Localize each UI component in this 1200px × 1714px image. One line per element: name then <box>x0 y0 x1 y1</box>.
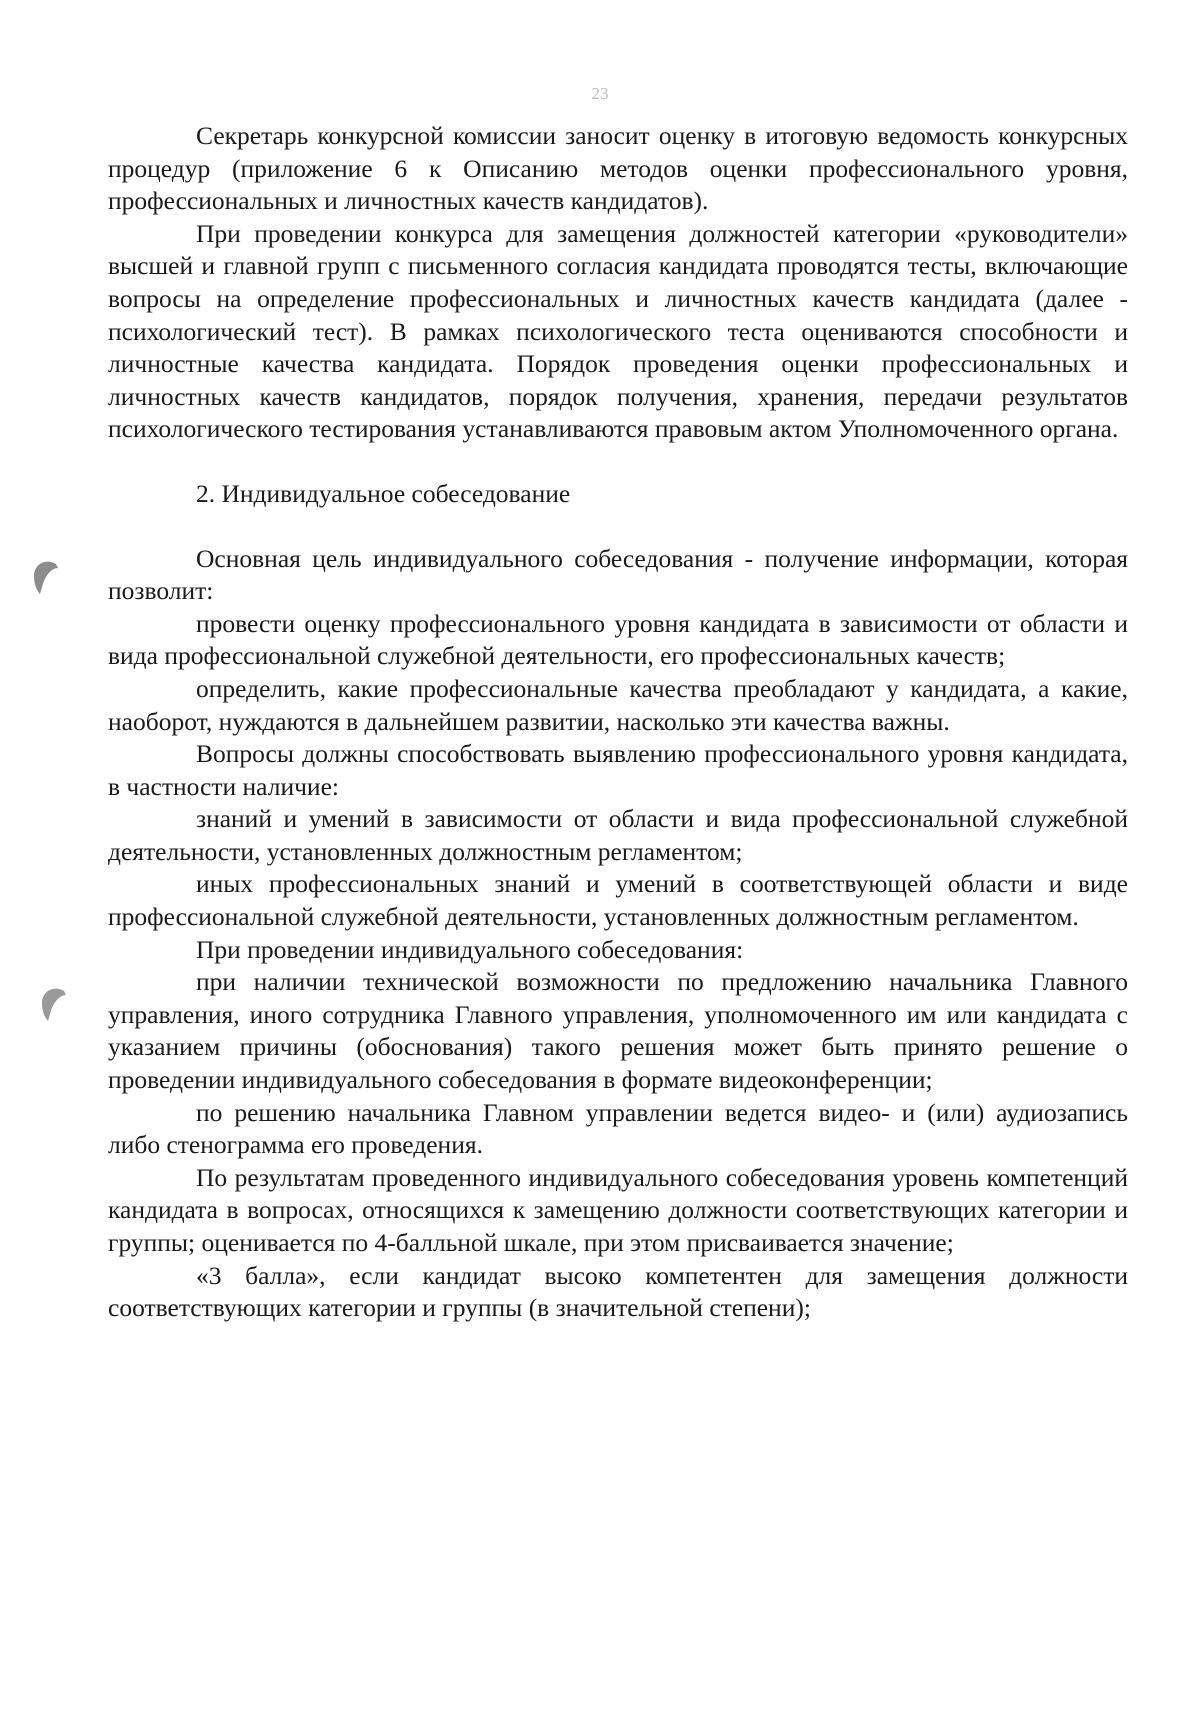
list-item-knowledge: знаний и умений в зависимости от области и вида профессиональной служебной деятельности, установленных должностным регламентом; <box>108 804 1128 866</box>
list-item-recording: по решению начальника Главном управлении ведется видео- и (или) аудиозапись либо стенограмма его проведения. <box>108 1097 1128 1160</box>
paragraph-questions: Вопросы должны способствовать выявлению профессионального уровня кандидата, в частности наличие: <box>108 739 1128 801</box>
list-item-other-knowledge: иных профессиональных знаний и умений в соответствующей области и виде профессиональной служебной деятельности, установленных должностным регламентом. <box>108 869 1128 932</box>
page-number: 23 <box>591 84 609 103</box>
punch-hole-mark-top <box>30 558 60 596</box>
paragraph-conducting: При проведении индивидуального собеседования: <box>196 934 744 964</box>
section-heading: 2. Индивидуальное собеседование <box>196 478 571 508</box>
punch-hole-mark-bottom <box>38 985 68 1023</box>
list-item-assess-level: провести оценку профессионального уровня кандидата в зависимости от области и вида профессиональной служебной деятельности, его профессиональных качеств; <box>108 608 1128 671</box>
list-item-three-points: «3 балла», если кандидат высоко компетентен для замещения должности соответствующих категории и группы (в значительной степени); <box>108 1260 1128 1323</box>
paragraph-main-goal: Основная цель индивидуального собеседования - получение информации, которая позволит: <box>108 543 1128 606</box>
paragraph-secretary: Секретарь конкурсной комиссии заносит оценку в итоговую ведомость конкурсных процедур (приложение 6 к Описанию методов оценки профессионального уровня, профессиональных и личностных качеств кандидатов). <box>108 121 1128 216</box>
list-item-determine-qualities: определить, какие профессиональные качества преобладают у кандидата, а какие, наоборот, нуждаются в дальнейшем развитии, насколько эти качества важны. <box>108 673 1128 736</box>
list-item-videoconference: при наличии технической возможности по предложению начальника Главного управления, иного сотрудника Главного управления, уполномоченного им или кандидата с указанием причины (обоснования) такого решения может быть принято решение о проведении индивидуального собеседования в формате видеоконференции; <box>108 967 1128 1095</box>
document-body <box>108 120 1128 1325</box>
paragraph-psychological-test: При проведении конкурса для замещения должностей категории «руководители» высшей и главной групп с письменного согласия кандидата проводятся тесты, включающие вопросы на определение профессиональных и личностных качеств кандидата (далее - психологический тест). В рамках психологического теста оцениваются способности и личностные качества кандидата. Порядок проведения оценки профессиональных и личностных качеств кандидатов, порядок получения, хранения, передачи результатов психологического тестирования устанавливаются правовым актом Уполномоченного органа. <box>108 218 1128 444</box>
paragraph-results: По результатам проведенного индивидуального собеседования уровень компетенций кандидата в вопросах, относящихся к замещению должности соответствующих категории и группы; оценивается по 4-балльной шкале, при этом присваивается значение; <box>108 1162 1128 1257</box>
